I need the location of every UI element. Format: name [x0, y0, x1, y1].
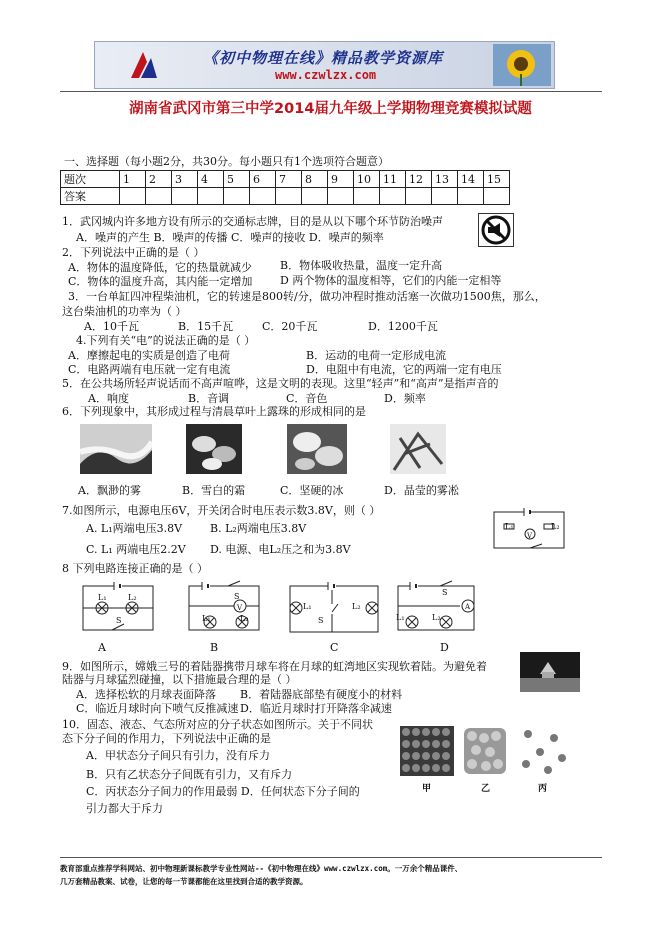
q5-option-b: B．音调	[188, 392, 230, 405]
q2-option-b: B．物体吸收热量，温度一定升高	[280, 259, 443, 272]
circuit-a-s: S	[116, 616, 122, 625]
q10-option-b: B．只有乙状态分子间既有引力，又有斥力	[86, 768, 293, 781]
footer	[60, 862, 600, 888]
q-number: 15	[484, 171, 510, 188]
q4-stem: 4.下列有关“电”的说法正确的是（ ）	[76, 334, 256, 347]
q8-stem: 8 下列电路连接正确的是（ ）	[62, 562, 208, 575]
ice-photo	[287, 424, 347, 474]
answer-table-row-answers	[61, 188, 510, 205]
q-number: 11	[380, 171, 406, 188]
q10-option-d-cont: 引力都大于斥力	[86, 802, 163, 815]
q3-option-c: C．20千瓦	[262, 320, 318, 333]
answer-cell[interactable]	[302, 188, 328, 205]
q10-line2: 态下分子间的作用力，下列说法中正确的是	[62, 732, 271, 745]
q-number: 14	[458, 171, 484, 188]
q9-line2: 陆器与月球猛烈碰撞，以下措施最合理的是（ ）	[62, 673, 297, 686]
q-number: 2	[146, 171, 172, 188]
answer-cell[interactable]	[276, 188, 302, 205]
site-logo	[125, 48, 161, 84]
q6-option-d: D．晶莹的雾凇	[384, 484, 459, 497]
fig-label-bing: 丙	[538, 784, 548, 794]
circuit-b-l1: L₁	[202, 614, 211, 623]
q3-option-b: B．15千瓦	[178, 320, 234, 333]
circuit-b-l2: L₂	[240, 614, 249, 623]
q5-option-c: C．音色	[286, 392, 328, 405]
q3-option-d: D．1200千瓦	[368, 320, 438, 333]
q-number: 5	[224, 171, 250, 188]
footer-rule	[60, 857, 602, 858]
q3-stem-2: 这台柴油机的功率为（ ）	[62, 305, 187, 318]
q3-option-a: A．10千瓦	[84, 320, 139, 333]
answer-cell[interactable]	[224, 188, 250, 205]
circuit-b-s: S	[234, 592, 240, 601]
q2-option-d: D 两个物体的温度相等，它们的内能一定相等	[280, 274, 502, 287]
circuit-label-b: B	[210, 641, 219, 654]
q-number: 1	[120, 171, 146, 188]
footer-line2: 几万套精品教案、试卷，让您的每一节课都能在这里找到合适的教学资源。	[60, 877, 308, 886]
q2-stem: 2．下列说法中正确的是（ ）	[62, 246, 205, 259]
circuit-label-a: A	[98, 641, 106, 654]
lander-photo	[520, 652, 580, 692]
q9-option-b: B．着陆器底部垫有硬度小的材料	[240, 688, 403, 701]
q10-line1: 10．固态、液态、气态所对应的分子状态如图所示。关于不同状	[62, 718, 373, 731]
fog-photo	[80, 424, 152, 474]
q7-fig-l1: L₁	[505, 522, 514, 531]
q-number: 13	[432, 171, 458, 188]
answer-cell[interactable]	[380, 188, 406, 205]
q4-option-c: C．电路两端有电压就一定有电流	[68, 363, 231, 376]
q-number: 8	[302, 171, 328, 188]
q-number: 12	[406, 171, 432, 188]
circuit-b	[188, 580, 260, 632]
answer-cell[interactable]	[458, 188, 484, 205]
circuit-c-l1: L₁	[303, 602, 312, 611]
q4-option-a: A．摩擦起电的实质是创造了电荷	[68, 349, 230, 362]
header-banner	[94, 41, 555, 89]
answer-cell[interactable]	[328, 188, 354, 205]
circuit-a-l1: L₁	[98, 593, 107, 602]
circuit-a-l2: L₂	[128, 593, 137, 602]
q6-option-c: C．坚硬的冰	[280, 484, 344, 497]
frost-photo	[186, 424, 242, 474]
answer-table-row-numbers	[61, 171, 510, 188]
circuit-c-l2: L₂	[352, 602, 361, 611]
answer-cell[interactable]	[146, 188, 172, 205]
rime-photo	[390, 424, 446, 474]
answer-cell[interactable]	[484, 188, 510, 205]
circuit-label-d: D	[440, 641, 449, 654]
solid-molecules	[400, 726, 454, 776]
row-label: 答案	[61, 188, 120, 205]
q7-option-d: D. 电源、电L₂压之和为3.8V	[210, 543, 351, 556]
circuit-c	[288, 580, 380, 636]
q3-stem: 3．一台单缸四冲程柴油机，它的转速是800转/分，做功冲程时推动活塞一次做功1500焦，那么，	[68, 290, 546, 303]
banner-url[interactable]: www.czwlzx.com	[275, 68, 377, 82]
answer-cell[interactable]	[250, 188, 276, 205]
answer-cell[interactable]	[354, 188, 380, 205]
q10-option-a: A．甲状态分子间只有引力，没有斥力	[86, 749, 270, 762]
q7-fig-l2: L₂	[551, 522, 560, 531]
q7-option-a: A. L₁两端电压3.8V	[86, 522, 183, 535]
q-number: 3	[172, 171, 198, 188]
q5-stem: 5．在公共场所轻声说话而不高声喧哗，这是文明的表现。这里“轻声”和“高声”是指声音的	[62, 377, 499, 390]
q-number: 6	[250, 171, 276, 188]
q-number: 9	[328, 171, 354, 188]
circuit-b-v: V	[237, 604, 243, 612]
q7-option-c: C. L₁ 两端电压2.2V	[86, 543, 186, 556]
answer-cell[interactable]	[198, 188, 224, 205]
answer-cell[interactable]	[406, 188, 432, 205]
circuit-d-s: S	[442, 588, 448, 597]
page-title: 湖南省武冈市第三中学2014届九年级上学期物理竞赛模拟试题	[129, 101, 532, 117]
q6-option-a: A．飘渺的雾	[78, 484, 141, 497]
q-number: 7	[276, 171, 302, 188]
banner-title: 《初中物理在线》精品教学资源库	[203, 49, 444, 67]
answer-cell[interactable]	[432, 188, 458, 205]
header-rule	[60, 91, 602, 92]
q2-option-c: C．物体的温度升高，其内能一定增加	[68, 275, 253, 288]
circuit-d-a: A	[465, 603, 471, 611]
circuit-c-s: S	[318, 616, 324, 625]
answer-cell[interactable]	[172, 188, 198, 205]
q9-line1: 9．如图所示，嫦娥三号的着陆器携带月球车将在月球的虹湾地区实现软着陆。为避免着	[62, 660, 487, 673]
q-number: 10	[354, 171, 380, 188]
q10-option-c: C．丙状态分子间力的作用最弱 D．任何状态下分子间的	[86, 785, 360, 798]
q4-option-d: D．电阻中有电流，它的两端一定有电压	[306, 363, 502, 376]
fig-label-yi: 乙	[481, 784, 491, 794]
section-heading: 一、选择题（每小题2分，共30分。每小题只有1个选项符合题意）	[64, 155, 389, 168]
liquid-molecules	[462, 726, 508, 776]
no-horn-sign-icon	[478, 213, 514, 247]
q2-option-a: A．物体的温度降低，它的热量就减少	[68, 261, 252, 274]
footer-line1: 教育部重点推荐学科网站、初中物理新课标教学专业性网站--《初中物理在线》www.czwlzx.com。一万余个精品课件、	[60, 864, 463, 873]
q1-options: A．噪声的产生 B．噪声的传播 C．噪声的接收 D．噪声的频率	[76, 231, 384, 244]
answer-cell[interactable]	[120, 188, 146, 205]
gas-molecules	[518, 726, 570, 776]
q7-fig-v: V	[527, 532, 533, 540]
circuit-d-l2: L₂	[432, 613, 441, 622]
q9-option-d: D．临近月球时打开降落伞减速	[240, 702, 392, 715]
q7-option-b: B. L₂两端电压3.8V	[210, 522, 307, 535]
q9-option-c: C．临近月球时向下喷气反推减速	[76, 702, 239, 715]
q5-option-a: A．响度	[88, 392, 129, 405]
fig-label-jia: 甲	[422, 784, 432, 794]
sunflower-image	[493, 44, 551, 86]
q9-option-a: A．选择松软的月球表面降落	[76, 688, 216, 701]
q1-stem: 1．武冈城内许多地方设有所示的交通标志牌，目的是从以下哪个环节防治噪声	[62, 215, 443, 228]
row-label: 题次	[61, 171, 120, 188]
q6-option-b: B．雪白的霜	[182, 484, 246, 497]
circuit-label-c: C	[330, 641, 339, 654]
q5-option-d: D．频率	[384, 392, 426, 405]
q-number: 4	[198, 171, 224, 188]
q4-option-b: B．运动的电荷一定形成电流	[306, 349, 447, 362]
circuit-d-l1: L₁	[396, 613, 405, 622]
q7-stem: 7.如图所示，电源电压6V，开关闭合时电压表示数3.8V，则（ ）	[62, 504, 381, 517]
answer-table	[60, 170, 510, 205]
q6-stem: 6．下列现象中，其形成过程与清晨草叶上露珠的形成相同的是	[62, 405, 366, 418]
